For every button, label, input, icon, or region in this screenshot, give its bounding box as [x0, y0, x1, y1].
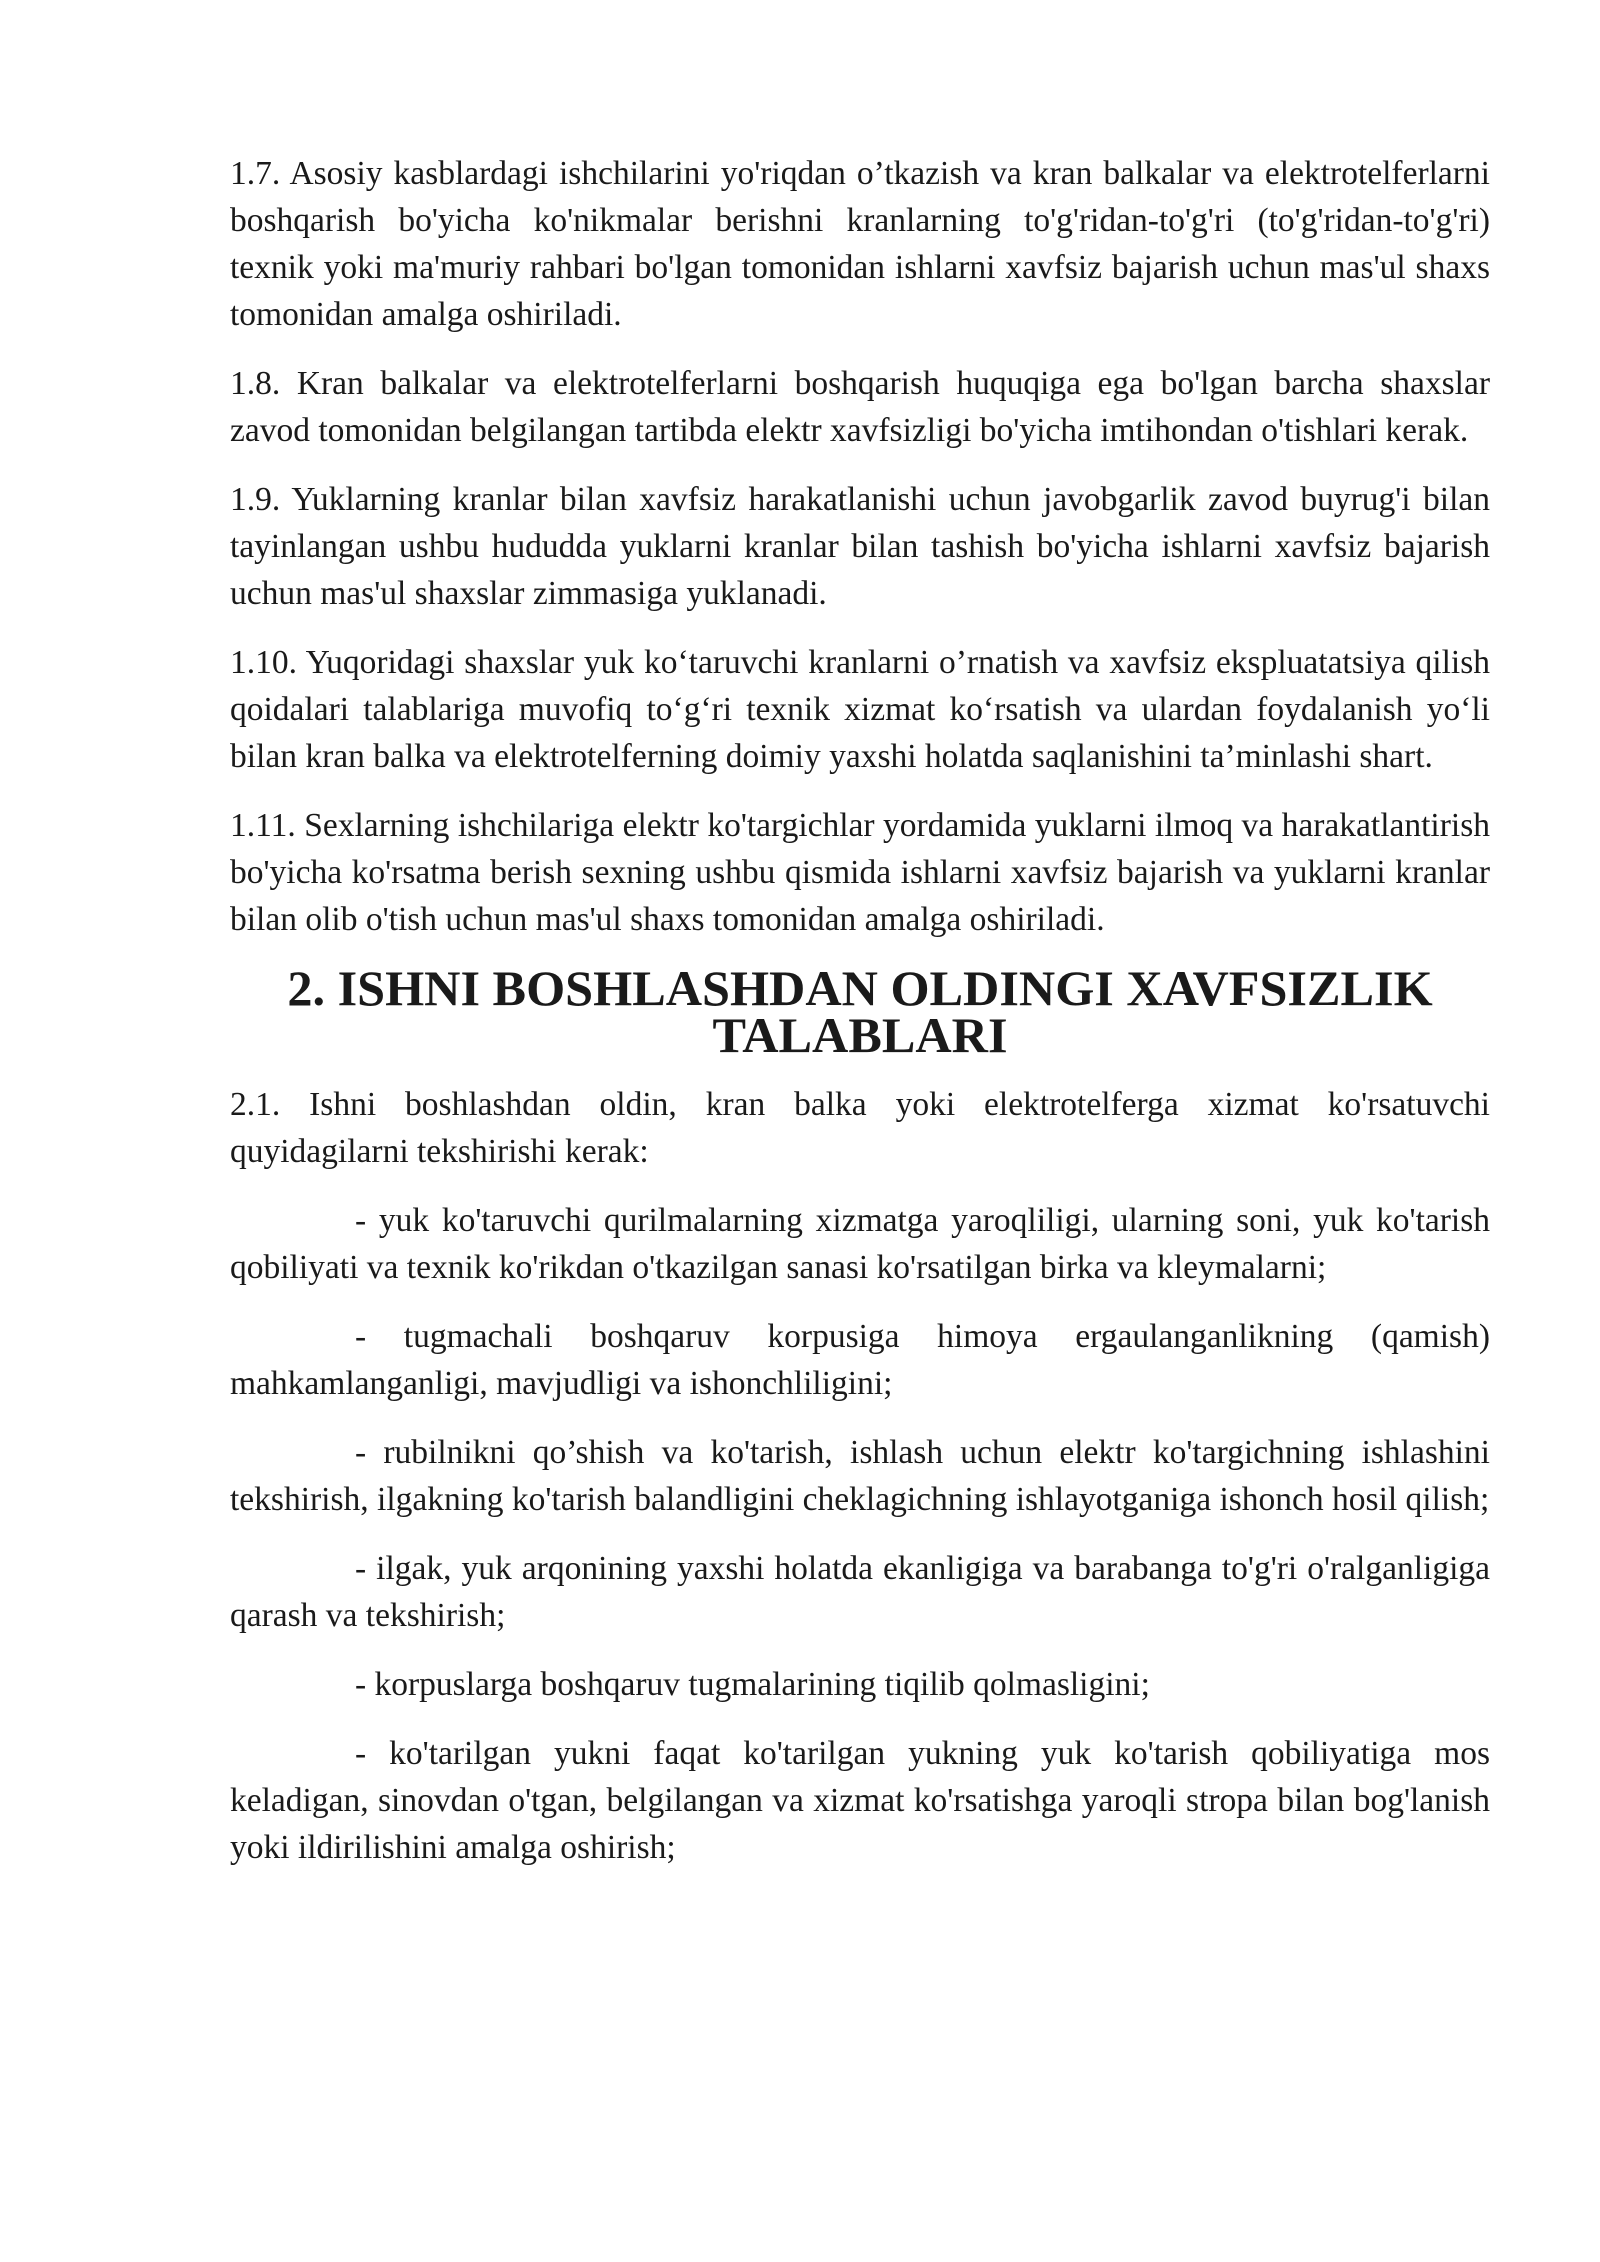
document-page — [230, 150, 1490, 1893]
list-item: - korpuslarga boshqaruv tugmalarining tiqilib qolmasligini; — [355, 1666, 1150, 1703]
list-item: - yuk ko'taruvchi qurilmalarning xizmatga yaroqliligi, ularning soni, yuk ko'tarish qobiliyati va texnik ko'rikdan o'tkazilgan sanasi ko'rsatilgan birka va kleymalarni; — [230, 1202, 1490, 1286]
list-item: - tugmachali boshqaruv korpusiga himoya ergaulanganlikning (qamish) mahkamlanganligi, mavjudligi va ishonchliligini; — [230, 1318, 1490, 1402]
paragraph-1-9: 1.9. Yuklarning kranlar bilan xavfsiz harakatlanishi uchun javobgarlik zavod buyrug'i bilan tayinlangan ushbu hududda yuklarni kranlar bilan tashish bo'yicha ishlarni xavfsiz bajarish uchun mas'ul shaxslar zimmasiga yuklanadi. — [230, 481, 1490, 612]
section-heading: 2. ISHNI BOSHLASHDAN OLDINGI XAVFSIZLIK TALABLARI — [287, 960, 1433, 1063]
list-item: - ilgak, yuk arqonining yaxshi holatda ekanligiga va barabanga to'g'ri o'ralganligiga qarash va tekshirish; — [230, 1550, 1490, 1634]
list-item: - rubilnikni qo’shish va ko'tarish, ishlash uchun elektr ko'targichning ishlashini tekshirish, ilgakning ko'tarish balandligini cheklagichning ishlayotganiga ishonch hosil qilish; — [230, 1434, 1490, 1518]
paragraph-1-10: 1.10. Yuqoridagi shaxslar yuk ko‘taruvchi kranlarni o’rnatish va xavfsiz ekspluatatsiya qilish qoidalari talablariga muvofiq to‘g‘ri texnik xizmat ko‘rsatish va ulardan foydalanish yo‘li bilan kran balka va elektrotelferning doimiy yaxshi holatda saqlanishini ta’minlashi shart. — [230, 644, 1490, 775]
list-item: - ko'tarilgan yukni faqat ko'tarilgan yukning yuk ko'tarish qobiliyatiga mos keladigan, sinovdan o'tgan, belgilangan va xizmat ko'rsatishga yaroqli stropa bilan bog'lanish yoki ildirilishini amalga oshirish; — [230, 1735, 1490, 1866]
paragraph-1-8: 1.8. Kran balkalar va elektrotelferlarni boshqarish huquqiga ega bo'lgan barcha shaxslar zavod tomonidan belgilangan tartibda elektr xavfsizligi bo'yicha imtihondan o'tishlari kerak. — [230, 365, 1490, 449]
paragraph-2-1: 2.1. Ishni boshlashdan oldin, kran balka yoki elektrotelferga xizmat ko'rsatuvchi quyidagilarni tekshirishi kerak: — [230, 1086, 1490, 1170]
paragraph-1-7: 1.7. Asosiy kasblardagi ishchilarini yo'riqdan o’tkazish va kran balkalar va elektrotelferlarni boshqarish bo'yicha ko'nikmalar berishni kranlarning to'g'ridan-to'g'ri (to'g'ridan-to'g'ri) texnik yoki ma'muriy rahbari bo'lgan tomonidan ishlarni xavfsiz bajarish uchun mas'ul shaxs tomonidan amalga oshiriladi. — [230, 155, 1490, 333]
paragraph-1-11: 1.11. Sexlarning ishchilariga elektr ko'targichlar yordamida yuklarni ilmoq va harakatlantirish bo'yicha ko'rsatma berish sexning ushbu qismida ishlarni xavfsiz bajarish va yuklarni kranlar bilan olib o'tish uchun mas'ul shaxs tomonidan amalga oshiriladi. — [230, 807, 1490, 938]
